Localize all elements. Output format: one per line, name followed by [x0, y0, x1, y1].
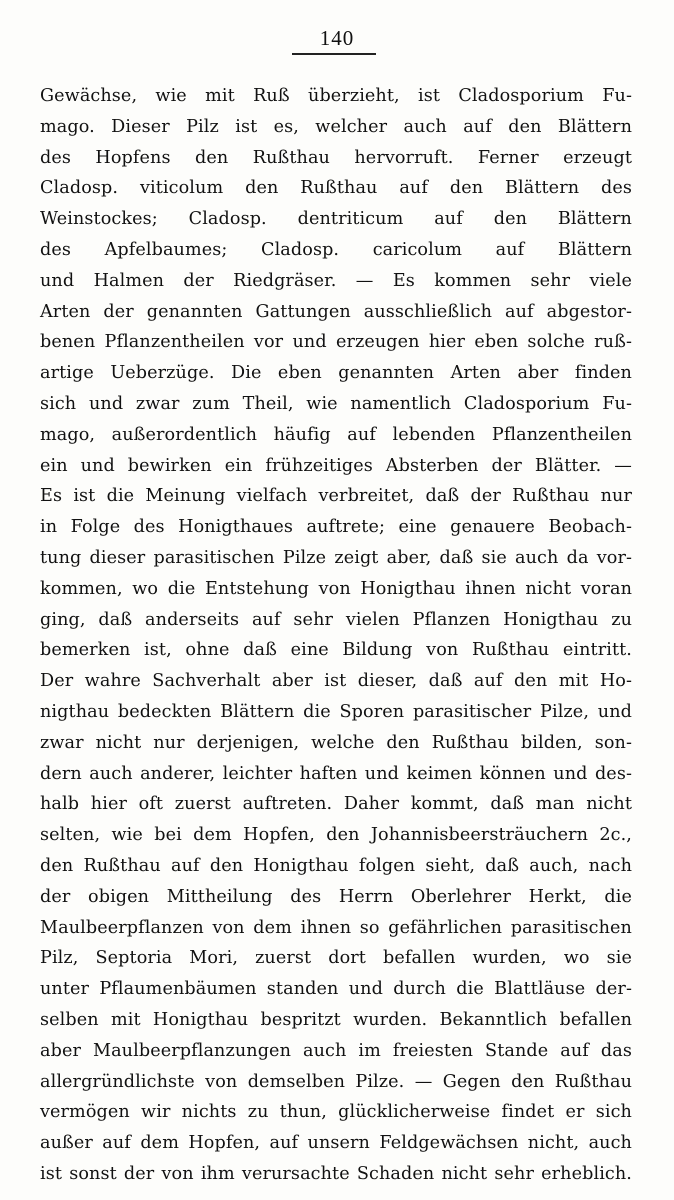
- text-line: in Folge des Honigthaues auftrete; eine genauere Beobach-: [40, 517, 632, 538]
- text-line: außer auf dem Hopfen, auf unsern Feldgewächsen nicht, auch: [40, 1133, 632, 1154]
- text-line: ein und bewirken ein frühzeitiges Absterben der Blätter. —: [40, 455, 632, 476]
- text-line: nigthau bedeckten Blättern die Sporen parasitischer Pilze, und: [40, 701, 632, 722]
- text-line: selben mit Honigthau bespritzt wurden. Bekanntlich befallen: [40, 1009, 632, 1030]
- text-line: Arten der genannten Gattungen ausschließlich auf abgestor-: [40, 301, 632, 322]
- text-line: aber Maulbeerpflanzungen auch im freiesten Stande auf das: [40, 1040, 632, 1061]
- text-line: unter Pflaumenbäumen standen und durch die Blattläuse der-: [40, 979, 632, 1000]
- text-line: Es ist die Meinung vielfach verbreitet, daß der Rußthau nur: [40, 486, 632, 507]
- text-line: dern auch anderer, leichter haften und keimen können und des-: [40, 763, 632, 784]
- text-line: bemerken ist, ohne daß eine Bildung von Rußthau eintritt.: [40, 640, 632, 661]
- text-line: Cladosp. viticolum den Rußthau auf den Blättern des: [40, 178, 632, 199]
- text-line: halb hier oft zuerst auftreten. Daher kommt, daß man nicht: [40, 794, 632, 815]
- text-line: Pilz, Septoria Mori, zuerst dort befallen wurden, wo sie: [40, 948, 632, 969]
- text-line: der obigen Mittheilung des Herrn Oberlehrer Herkt, die: [40, 886, 632, 907]
- text-line: ging, daß anderseits auf sehr vielen Pflanzen Honigthau zu: [40, 609, 632, 630]
- text-line: artige Ueberzüge. Die eben genannten Arten aber finden: [40, 363, 632, 384]
- text-line: vermögen wir nichts zu thun, glücklicherweise findet er sich: [40, 1102, 632, 1123]
- text-line: allergründlichste von demselben Pilze. — Gegen den Rußthau: [40, 1071, 632, 1092]
- text-line: tung dieser parasitischen Pilze zeigt aber, daß sie auch da vor-: [40, 547, 632, 568]
- text-line: des Hopfens den Rußthau hervorruft. Ferner erzeugt: [40, 147, 632, 168]
- text-line: Gewächse, wie mit Ruß überzieht, ist Cladosporium Fu-: [40, 86, 632, 106]
- text-line: Der wahre Sachverhalt aber ist dieser, daß auf den mit Ho-: [40, 671, 632, 692]
- header-rule: [292, 53, 376, 55]
- text-line: des Apfelbaumes; Cladosp. caricolum auf Blättern: [40, 239, 632, 260]
- text-line: und Halmen der Riedgräser. — Es kommen sehr viele: [40, 270, 632, 291]
- body-text: [40, 81, 632, 1190]
- text-line: benen Pflanzentheilen vor und erzeugen hier eben solche ruß-: [40, 332, 632, 353]
- text-line: Maulbeerpflanzen von dem ihnen so gefährlichen parasitischen: [40, 917, 632, 938]
- text-line: zwar nicht nur derjenigen, welche den Rußthau bilden, son-: [40, 732, 632, 753]
- text-line: mago, außerordentlich häufig auf lebenden Pflanzentheilen: [40, 424, 632, 445]
- text-line: kommen, wo die Entstehung von Honigthau ihnen nicht voran: [40, 578, 632, 599]
- text-line: sich und zwar zum Theil, wie namentlich Cladosporium Fu-: [40, 393, 632, 414]
- text-line: den Rußthau auf den Honigthau folgen sieht, daß auch, nach: [40, 855, 632, 876]
- text-line: Weinstockes; Cladosp. dentriticum auf den Blättern: [40, 209, 632, 230]
- text-line: selten, wie bei dem Hopfen, den Johannisbeersträuchern 2c.,: [40, 825, 632, 846]
- text-line: mago. Dieser Pilz ist es, welcher auch auf den Blättern: [40, 116, 632, 137]
- page-number: 140: [319, 26, 355, 50]
- text-line: ist sonst der von ihm verursachte Schaden nicht sehr erheblich.: [40, 1163, 632, 1184]
